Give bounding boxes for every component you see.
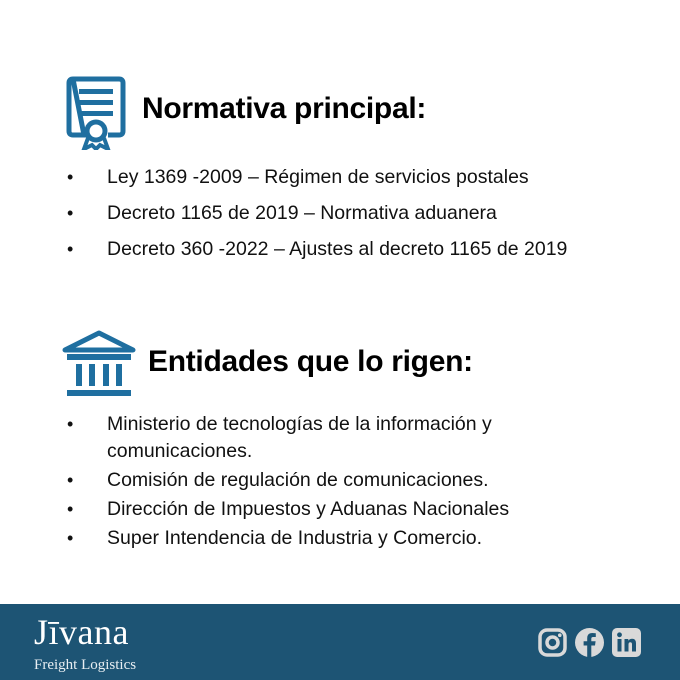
section-title: Entidades que lo rigen: <box>148 345 473 378</box>
footer-bar <box>0 604 680 680</box>
brand-logo <box>34 612 136 674</box>
government-building-icon <box>62 330 136 400</box>
section-heading-normativa <box>66 76 426 150</box>
linkedin-icon[interactable] <box>611 627 642 658</box>
normativa-list <box>67 164 607 272</box>
certificate-icon <box>66 76 126 150</box>
social-links <box>537 627 642 658</box>
list-item: • Dirección de Impuestos y Aduanas Nacionales <box>67 496 607 523</box>
facebook-icon[interactable] <box>574 627 605 658</box>
brand-name: Jīvana <box>34 612 129 652</box>
list-item: • Decreto 360 -2022 – Ajustes al decreto 1165 de 2019 <box>67 236 607 263</box>
list-item: • Ministerio de tecnologías de la información y comunicaciones. <box>67 411 607 465</box>
section-heading-entidades <box>62 330 473 400</box>
section-title: Normativa principal: <box>142 92 427 125</box>
instagram-icon[interactable] <box>537 627 568 658</box>
list-item: • Ley 1369 -2009 – Régimen de servicios postales <box>67 164 607 191</box>
brand-tagline: Freight Logistics <box>34 657 137 673</box>
list-item: • Decreto 1165 de 2019 – Normativa aduanera <box>67 200 607 227</box>
entidades-list <box>67 411 607 554</box>
list-item: • Super Intendencia de Industria y Comercio. <box>67 525 607 552</box>
list-item: • Comisión de regulación de comunicaciones. <box>67 467 607 494</box>
